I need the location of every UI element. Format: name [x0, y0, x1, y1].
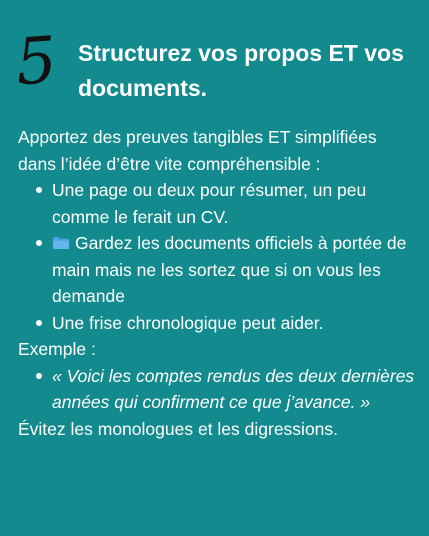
bullet-dot-icon — [36, 373, 42, 379]
intro-text: Apportez des preuves tangibles ET simplifiées dans l’idée d’être vite compréhensible : — [18, 127, 377, 174]
closing-text: Évitez les monologues et les digressions. — [18, 418, 339, 439]
step-number: 5 — [13, 23, 60, 101]
list-item-text: Gardez les documents officiels à portée de main mais ne les sortez que si on vous les demande — [52, 233, 407, 306]
list-item — [18, 177, 418, 230]
tip-content — [18, 124, 418, 442]
list-item — [18, 363, 418, 416]
example-list — [18, 363, 418, 416]
list-item — [18, 310, 418, 337]
bullet-dot-icon — [36, 320, 42, 326]
list-item-text: Une page ou deux pour résumer, un peu comme le ferait un CV. — [52, 180, 367, 227]
bullet-dot-icon — [36, 187, 42, 193]
example-label: Exemple : — [18, 339, 96, 359]
folder-icon — [52, 236, 70, 250]
tips-list — [18, 177, 418, 336]
list-item — [18, 230, 418, 310]
bullet-dot-icon — [36, 240, 42, 246]
list-item-text: Une frise chronologique peut aider. — [52, 312, 324, 333]
example-quote: « Voici les comptes rendus des deux dernières années qui confirment ce que j’avance. » — [52, 365, 415, 412]
step-title: Structurez vos propos ET vos documents. — [78, 40, 404, 101]
